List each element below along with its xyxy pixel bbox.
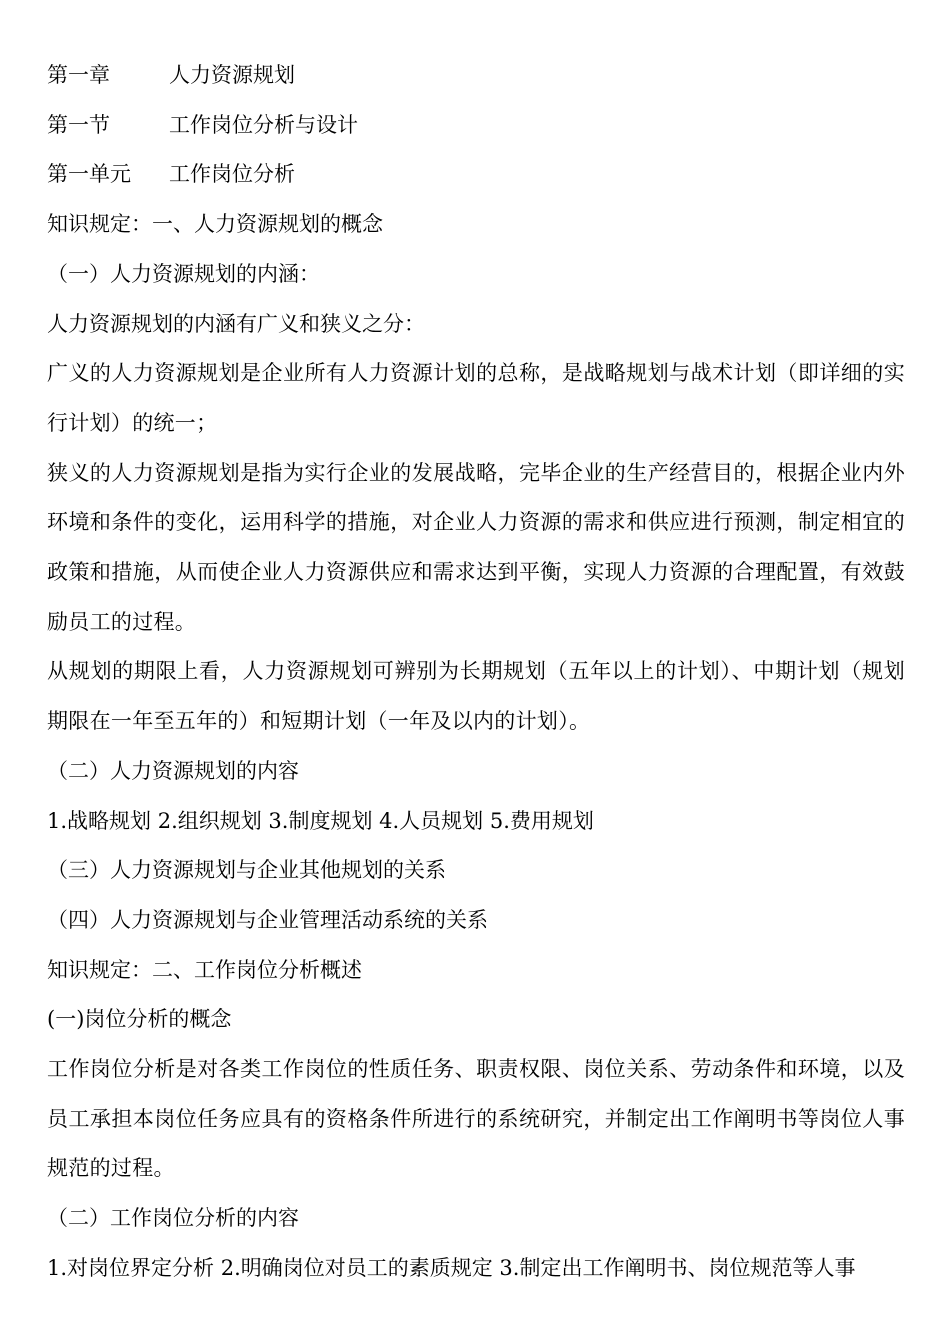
section-title: 工作岗位分析与设计 [169,112,358,137]
section-label: 第一节 [47,112,110,137]
paragraph-narrow-definition: 狭义的人力资源规划是指为实行企业的发展战略，完毕企业的生产经营目的，根据企业内外环境和条件的变化，运用科学的措施，对企业人力资源的需求和供应进行预测，制定相宜的政策和措施，从而使企业人力资源供应和需求达到平衡，实现人力资源的合理配置，有效鼓励员工的过程。 [47,460,905,634]
subsection-heading-connotation: （一）人力资源规划的内涵： [47,261,320,286]
subsection-heading-job-analysis-concept: (一)岗位分析的概念 [47,1007,232,1032]
subsection-heading-content: （二）人力资源规划的内容 [47,758,299,783]
unit-title: 工作岗位分析 [169,162,295,187]
list-planning-content: 1.战略规划 2.组织规划 3.制度规划 4.人员规划 5.费用规划 [47,808,594,833]
subsection-heading-job-analysis-content: （二）工作岗位分析的内容 [47,1206,299,1231]
unit-heading [47,150,905,200]
chapter-title: 人力资源规划 [169,63,295,87]
list-job-analysis-content: 1.对岗位界定分析 2.明确岗位对员工的素质规定 3.制定出工作阐明书、岗位规范等人事 [47,1255,856,1280]
knowledge-heading-2: 知识规定：二、工作岗位分析概述 [47,957,362,982]
knowledge-heading-1: 知识规定：一、人力资源规划的概念 [47,212,383,237]
document-page [47,51,905,1294]
paragraph-planning-period: 从规划的期限上看，人力资源规划可辨别为长期规划（五年以上的计划）、中期计划（规划期限在一年至五年的）和短期计划（一年及以内的计划）。 [47,659,905,734]
paragraph-intro: 人力资源规划的内涵有广义和狭义之分： [47,311,425,336]
chapter-label: 第一章 [47,63,110,87]
subsection-heading-relation-management: （四）人力资源规划与企业管理活动系统的关系 [47,907,488,932]
section-heading [47,101,905,151]
paragraph-job-analysis-definition: 工作岗位分析是对各类工作岗位的性质任务、职责权限、岗位关系、劳动条件和环境，以及员工承担本岗位任务应具有的资格条件所进行的系统研究，并制定出工作阐明书等岗位人事规范的过程。 [47,1057,905,1181]
subsection-heading-relation-plans: （三）人力资源规划与企业其他规划的关系 [47,858,446,883]
unit-label: 第一单元 [47,162,131,187]
paragraph-broad-definition: 广义的人力资源规划是企业所有人力资源计划的总称，是战略规划与战术计划（即详细的实行计划）的统一； [47,361,905,435]
chapter-heading [47,51,905,101]
